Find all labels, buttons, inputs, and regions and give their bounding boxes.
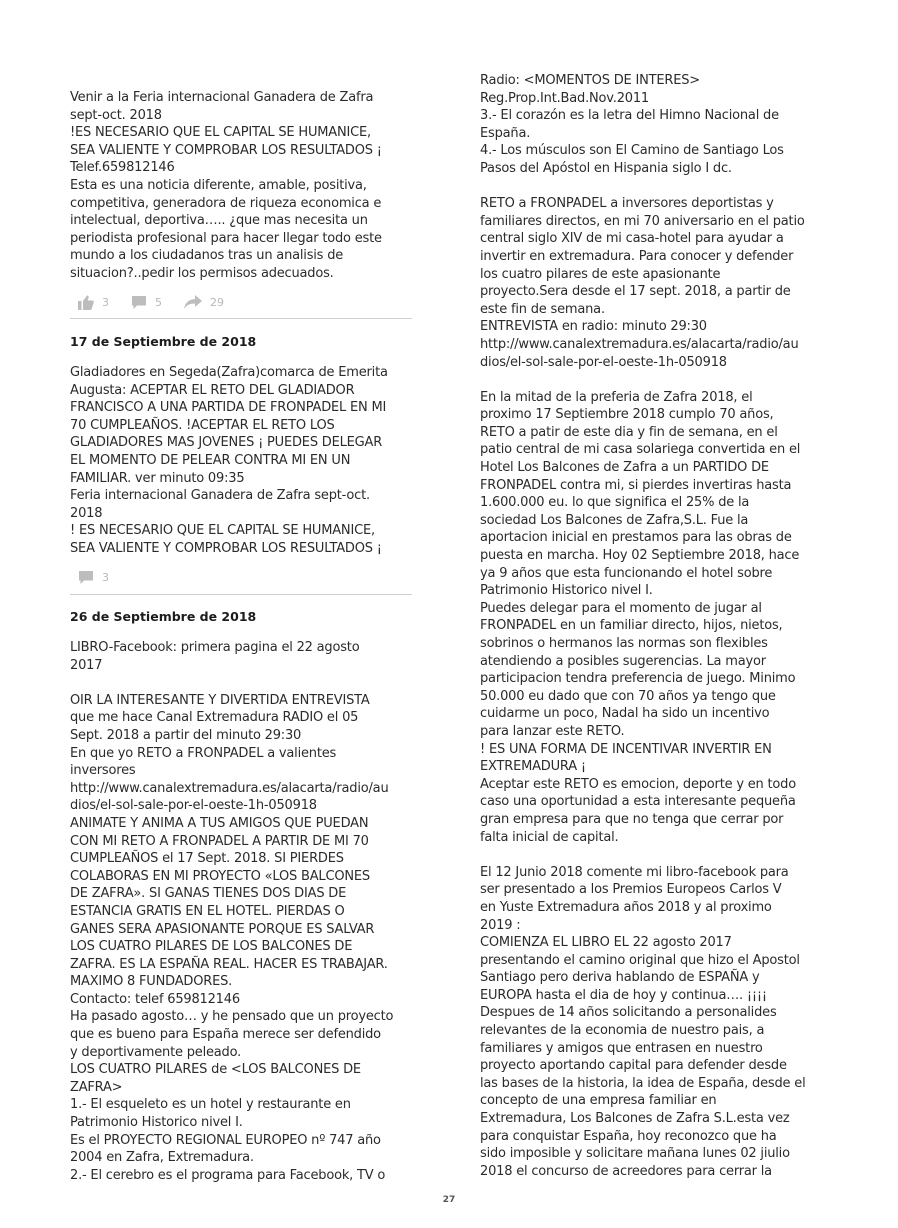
- comment-icon: [131, 295, 147, 310]
- post-stats: [78, 567, 131, 587]
- post-date: 17 de Septiembre de 2018: [70, 334, 257, 349]
- divider: [70, 594, 412, 595]
- continued-text: Radio: <MOMENTOS DE INTERES> Reg.Prop.Int.Bad.Nov.2011 3.- El corazón es la letra del Himno Nacional de España. 4.- Los músculos son El Camino de Santiago Los Pasos del Apóstol en Hispania siglo I dc. RETO a FRONPADEL a inversores deportistas y familiares directos, en mi 70 aniversario en el patio central siglo XIV de mi casa-hotel para ayudar a invertir en extremadura. Para conocer y defender los cuatro pilares de este apasionante proyecto.Sera desde el 17 sept. 2018, a partir de este fin de semana. ENTREVISTA en radio: minuto 29:30 http://www.canalextremadura.es/alacarta/radio/au dios/el-sol-sale-por-el-oeste-1h-050918 En la mitad de la preferia de Zafra 2018, el proximo 17 Septiembre 2018 cumplo 70 años, RETO a patir de este dia y fin de semana, en el patio central de mi casa solariega convertida en el Hotel Los Balcones de Zafra a un PARTIDO DE FRONPADEL contra mi, si pierdes invertiras hasta 1.600.000 eu. lo que significa el 25% de la sociedad Los Balcones de Zafra,S.L. Fue la aportacion inicial en prestamos para las obras de puesta en marcha. Hoy 02 Septiembre 2018, hace ya 9 años que esta funcionando el hotel sobre Patrimonio Historico nivel I. Puedes delegar para el momento de jugar al FRONPADEL en un familiar directo, hijos, nietos, sobrinos o hermanos las normas son flexibles atendiendo a posibles sugerencias. La mayor participacion tendra preferencia de juego. Minimo 50.000 eu dado que con 70 años ya tengo que cuidarme un poco, Nadal ha sido un incentivo para lanzar este RETO. ! ES UNA FORMA DE INCENTIVAR INVERTIR EN EXTREMADURA ¡ Aceptar este RETO es emocion, deporte y en todo caso una oportunidad a esta interesante pequeña gran empresa para que no tenga que cerrar por falta inicial de capital. El 12 Junio 2018 comente mi libro-facebook para ser presentado a los Premios Europeos Carlos V en Yuste Extremadura años 2018 y al proximo 2019 : COMIENZA EL LIBRO EL 22 agosto 2017 presentando el camino original que hizo el Apostol Santiago pero deriva hablando de ESPAÑA y EUROPA hasta el dia de hoy y continua…. ¡¡¡¡ Despues de 14 años solicitando a personalides relevantes de la economia de nuestro pais, a familiares y amigos que entrasen en nuestro proyecto aportando capital para defender desde las bases de la historia, la idea de España, desde el concepto de una empresa familiar en Extremadura, Los Balcones de Zafra S.L.esta vez para conquistar España, hoy reconozco que ha sido imposible y solicitare mañana lunes 02 jiulio 2018 el concurso de acreedores para cerrar la: [480, 73, 806, 1179]
- page-number: 27: [442, 1195, 456, 1205]
- share-stat[interactable]: [184, 295, 224, 309]
- comment-icon: [78, 570, 94, 585]
- thumbs-up-icon: [78, 295, 94, 310]
- comment-count: 5: [155, 295, 162, 309]
- post-text: LIBRO-Facebook: primera pagina el 22 agosto 2017 OIR LA INTERESANTE Y DIVERTIDA ENTREVISTA que me hace Canal Extremadura RADIO el 05 Sept. 2018 a partir del minuto 29:30 En que yo RETO a FRONPADEL a valientes inversores http://www.canalextremadura.es/alacarta/radio/au dios/el-sol-sale-por-el-oeste-1h-050918 ANIMATE Y ANIMA A TUS AMIGOS QUE PUEDAN CON MI RETO A FRONPADEL A PARTIR DE MI 70 CUMPLEAÑOS el 17 Sept. 2018. SI PIERDES COLABORAS EN MI PROYECTO «LOS BALCONES DE ZAFRA». SI GANAS TIENES DOS DIAS DE ESTANCIA GRATIS EN EL HOTEL. PIERDAS O GANES SERA APASIONANTE PORQUE ES SALVAR LOS CUATRO PILARES DE LOS BALCONES DE ZAFRA. ES LA ESPAÑA REAL. HACER ES TRABAJAR. MAXIMO 8 FUNDADORES. Contacto: telef 659812146 Ha pasado agosto… y he pensado que un proyecto que es bueno para España merece ser defendido y deportivamente peleado. LOS CUATRO PILARES de <LOS BALCONES DE ZAFRA> 1.- El esqueleto es un hotel y restaurante en Patrimonio Historico nivel I. Es el PROYECTO REGIONAL EUROPEO nº 747 año 2004 en Zafra, Extremadura. 2.- El cerebro es el programa para Facebook, TV o: [70, 640, 394, 1183]
- comment-stat[interactable]: [131, 295, 162, 310]
- share-count: 29: [210, 295, 224, 309]
- share-icon: [184, 295, 202, 309]
- like-stat[interactable]: [78, 295, 109, 310]
- post-stats: [78, 292, 246, 312]
- post-date: 26 de Septiembre de 2018: [70, 609, 257, 624]
- like-count: 3: [102, 295, 109, 309]
- comment-stat[interactable]: [78, 570, 109, 585]
- divider: [70, 318, 412, 319]
- comment-count: 3: [102, 570, 109, 584]
- post-text: Gladiadores en Segeda(Zafra)comarca de Emerita Augusta: ACEPTAR EL RETO DEL GLADIADOR FRANCISCO A UNA PARTIDA DE FRONPADEL EN MI 70 CUMPLEAÑOS. !ACEPTAR EL RETO LOS GLADIADORES MAS JOVENES ¡ PUEDES DELEGAR EL MOMENTO DE PELEAR CONTRA MI EN UN FAMILIAR. ver minuto 09:35 Feria internacional Ganadera de Zafra sept-oct. 2018 ! ES NECESARIO QUE EL CAPITAL SE HUMANICE, SEA VALIENTE Y COMPROBAR LOS RESULTADOS ¡: [70, 365, 388, 556]
- post-text: Venir a la Feria internacional Ganadera de Zafra sept-oct. 2018 !ES NECESARIO QUE EL CAPITAL SE HUMANICE, SEA VALIENTE Y COMPROBAR LOS RESULTADOS ¡ Telef.659812146 Esta es una noticia diferente, amable, positiva, competitiva, generadora de riqueza economica e intelectual, deportiva….. ¿que mas necesita un periodista profesional para hacer llegar todo este mundo a los ciudadanos tras un analisis de situacion?..pedir los permisos adecuados.: [70, 90, 382, 281]
